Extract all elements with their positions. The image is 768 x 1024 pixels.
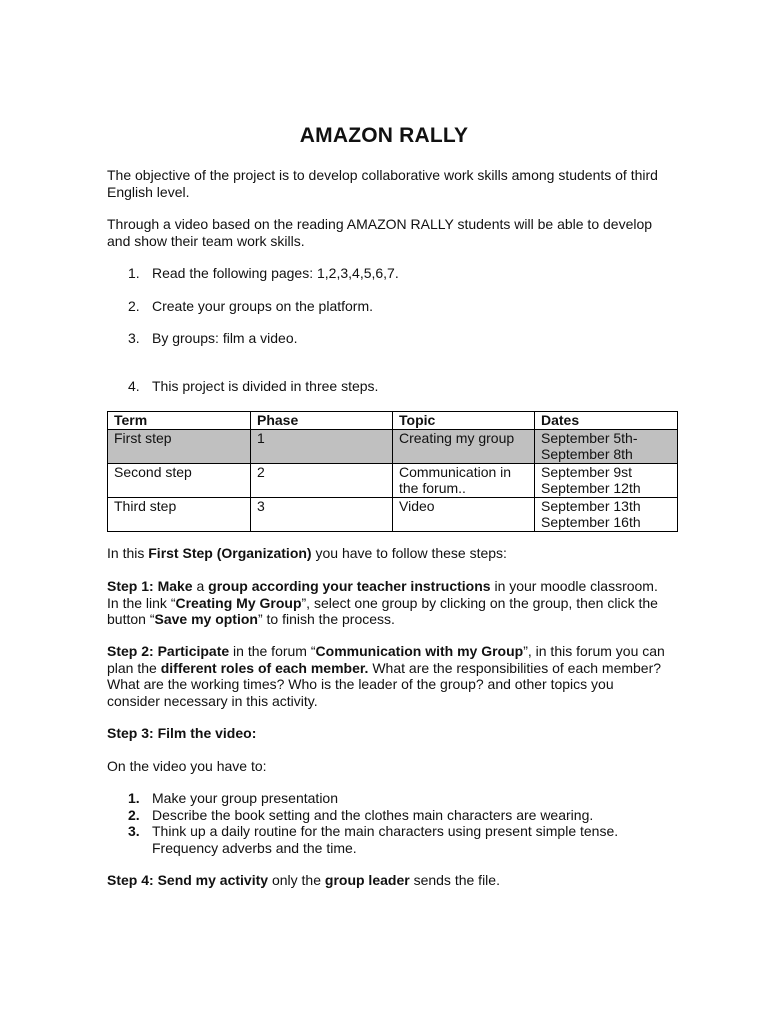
list-number: 3. xyxy=(128,823,140,839)
list-number: 1. xyxy=(128,790,140,806)
table-row xyxy=(108,429,678,463)
text-run: What are the responsibilities of each member? What are the working times? Who is the leader of the group? and other topics you consider necessary in this activity. xyxy=(107,659,662,709)
step-2-paragraph xyxy=(107,643,667,709)
document-title: AMAZON RALLY xyxy=(299,124,469,147)
cell-topic: Video xyxy=(393,497,535,531)
header-term: Term xyxy=(108,412,251,430)
cell-term: Third step xyxy=(108,497,251,531)
cell-topic xyxy=(393,463,535,497)
text-run: ”, in this forum you can plan the xyxy=(107,643,665,676)
list-text: Read the following pages: 1,2,3,4,5,6,7. xyxy=(152,265,399,281)
list-number: 2. xyxy=(128,298,140,314)
topic-line-1: Communication in xyxy=(399,463,512,480)
cell-dates xyxy=(535,429,678,463)
text-run: only the xyxy=(268,872,325,888)
date-start: September 9st xyxy=(541,463,633,480)
text-run: sends the file. xyxy=(409,872,500,888)
bold-run: First Step (Organization) xyxy=(148,545,312,561)
table-row xyxy=(108,463,678,497)
list-number: 3. xyxy=(128,330,140,346)
list-text: Create your groups on the platform. xyxy=(152,298,374,314)
cell-term: First step xyxy=(108,429,251,463)
list-number: 2. xyxy=(128,807,140,823)
step-label: Step 1: Make xyxy=(107,578,193,594)
first-step-intro xyxy=(107,545,667,562)
cell-phase: 2 xyxy=(251,463,393,497)
step-3-heading xyxy=(107,725,667,742)
bold-run: different roles of each member. xyxy=(160,659,369,676)
text-run: you have to follow these steps: xyxy=(311,545,507,561)
list-text: Describe the book setting and the clothes main characters are wearing. xyxy=(152,807,594,823)
cell-term: Second step xyxy=(108,463,251,497)
header-dates: Dates xyxy=(535,412,678,430)
list-text: Think up a daily routine for the main characters using present simple tense. Frequency adverbs and the time. xyxy=(152,823,619,856)
date-end: September 8th xyxy=(541,446,633,462)
date-end: September 16th xyxy=(541,514,641,530)
header-phase: Phase xyxy=(251,412,393,430)
objective-paragraph: The objective of the project is to develop collaborative work skills among students of third English level. xyxy=(107,167,658,200)
bold-run: group leader xyxy=(324,872,410,888)
cell-dates xyxy=(535,463,678,497)
text-run: ”, select one group by clicking on the group, then click the button “ xyxy=(107,594,658,627)
step-label: Step 4: Send my activity xyxy=(107,872,269,888)
cell-phase: 1 xyxy=(251,429,393,463)
step-label: Step 2: Participate xyxy=(107,643,230,659)
schedule-table xyxy=(107,411,678,532)
date-end: September 12th xyxy=(541,480,641,496)
header-topic: Topic xyxy=(393,412,535,430)
list-number: 1. xyxy=(128,265,140,281)
bold-run: Save my option xyxy=(154,611,258,627)
text-run: ” to finish the process. xyxy=(257,611,395,627)
cell-phase: 3 xyxy=(251,497,393,531)
cell-dates xyxy=(535,497,678,531)
table-header-row xyxy=(108,412,678,430)
text-run: a xyxy=(192,578,209,594)
through-paragraph: Through a video based on the reading AMAZON RALLY students will be able to develop and show their team work skills. xyxy=(107,216,653,249)
list-text: This project is divided in three steps. xyxy=(152,378,379,394)
list-text: By groups: film a video. xyxy=(152,330,298,346)
cell-topic: Creating my group xyxy=(393,429,535,463)
step-label: Step 3: Film the video: xyxy=(107,725,257,741)
bold-run: group according your teacher instructions xyxy=(208,578,491,594)
text-run: In this xyxy=(107,545,149,561)
step-4-paragraph xyxy=(107,872,667,889)
text-run: in your moodle classroom. In the link “ xyxy=(107,578,658,611)
list-number: 4. xyxy=(128,378,140,394)
on-video-line: On the video you have to: xyxy=(107,758,267,774)
table-row xyxy=(108,497,678,531)
topic-line-2: the forum.. xyxy=(399,480,466,496)
bold-run: Communication with my Group xyxy=(315,643,524,659)
list-text: Make your group presentation xyxy=(152,790,338,806)
step-1-paragraph xyxy=(107,578,667,628)
text-run: in the forum “ xyxy=(229,643,316,659)
date-start: September 13th xyxy=(541,497,641,514)
bold-run: Creating My Group xyxy=(175,594,302,611)
date-start: September 5th- xyxy=(541,429,638,446)
